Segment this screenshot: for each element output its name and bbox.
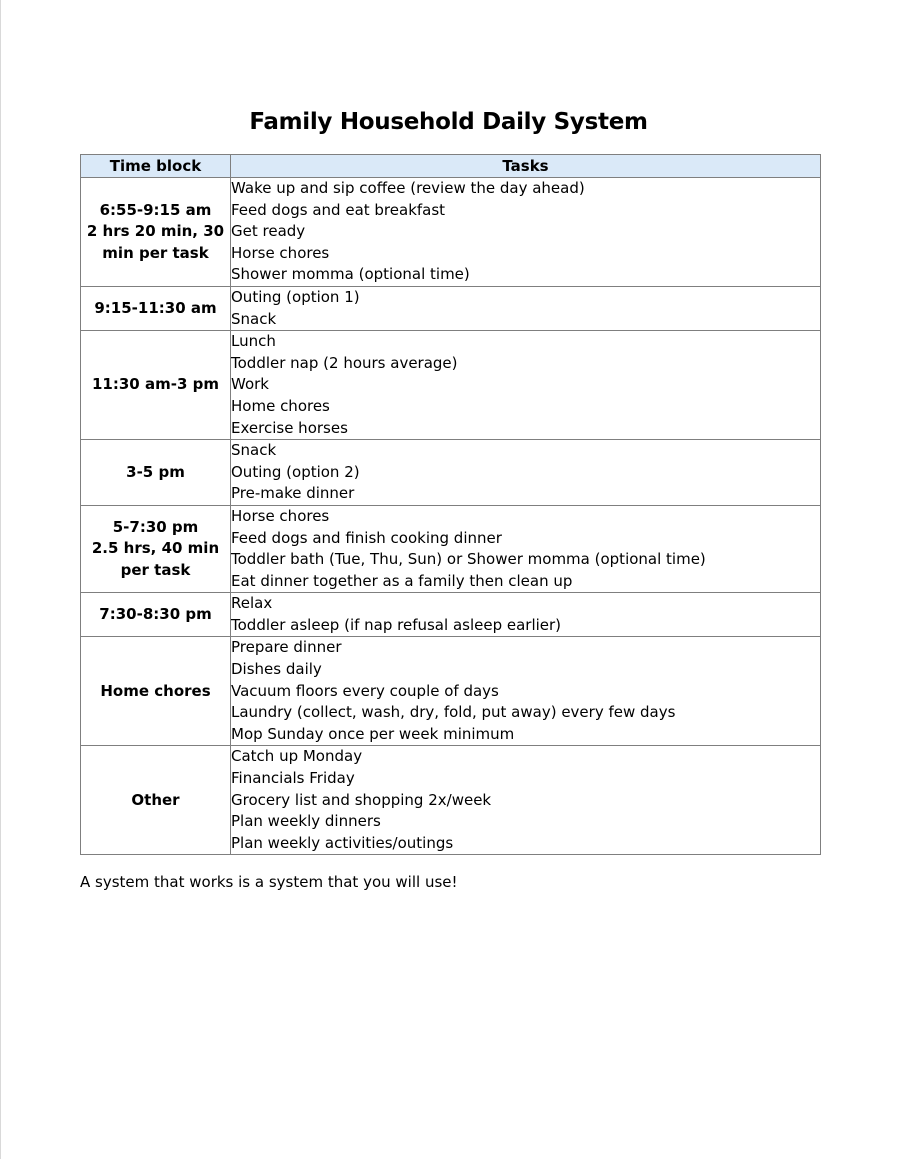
task-item: Outing (option 2) [231, 462, 360, 481]
time-block-text: 9:15-11:30 am [94, 298, 217, 317]
time-block-text: 6:55-9:15 am [99, 200, 212, 219]
time-block-text: Other [131, 790, 180, 809]
task-item: Horse chores [231, 506, 330, 525]
task-item: Vacuum floors every couple of days [231, 681, 499, 700]
time-block-text: 2 hrs 20 min, 30 [86, 222, 225, 241]
table-row [81, 505, 821, 592]
task-item: Wake up and sip coffee (review the day ahead) [231, 179, 585, 197]
task-item: Get ready [231, 222, 306, 241]
schedule-table [80, 154, 821, 855]
time-block-cell [81, 331, 231, 440]
task-item: Plan weekly dinners [231, 812, 381, 831]
tasks-cell [231, 593, 821, 637]
time-block-cell [81, 178, 231, 287]
task-item: Mop Sunday once per week minimum [231, 724, 515, 743]
time-block-text: min per task [102, 243, 209, 262]
time-block-cell [81, 637, 231, 746]
task-item: Laundry (collect, wash, dry, fold, put away) every few days [231, 703, 676, 722]
task-item: Catch up Monday [231, 747, 363, 766]
time-block-text: 3-5 pm [126, 462, 185, 481]
task-item: Dishes daily [231, 660, 322, 679]
table-row [81, 331, 821, 440]
tasks-cell [231, 746, 821, 855]
document-title: Family Household Daily System [249, 109, 648, 135]
time-block-cell [81, 505, 231, 592]
task-item: Snack [231, 309, 277, 328]
table-row [81, 286, 821, 330]
table-row [81, 746, 821, 855]
time-block-cell [81, 746, 231, 855]
task-item: Toddler asleep (if nap refusal asleep earlier) [231, 615, 562, 634]
time-block-cell [81, 593, 231, 637]
task-item: Snack [231, 441, 277, 460]
tasks-cell [231, 505, 821, 592]
table-row [81, 440, 821, 506]
table-header-row [81, 155, 821, 178]
task-item: Prepare dinner [231, 638, 342, 657]
task-item: Feed dogs and finish cooking dinner [231, 528, 502, 547]
task-item: Pre-make dinner [231, 484, 355, 503]
task-item: Horse chores [231, 243, 330, 262]
task-item: Relax [231, 594, 273, 613]
task-item: Eat dinner together as a family then clean up [231, 571, 573, 590]
task-item: Exercise horses [231, 418, 348, 437]
task-item: Outing (option 1) [231, 287, 360, 306]
tasks-cell [231, 637, 821, 746]
schedule-body [81, 178, 821, 855]
task-item: Shower momma (optional time) [231, 265, 470, 284]
time-block-cell [81, 440, 231, 506]
tasks-cell [231, 440, 821, 506]
task-item: Plan weekly activities/outings [231, 833, 454, 852]
task-item: Lunch [231, 332, 276, 351]
tasks-header: Tasks [231, 155, 821, 178]
time-block-text: 11:30 am-3 pm [92, 375, 219, 394]
table-row [81, 593, 821, 637]
task-item: Home chores [231, 396, 330, 415]
tasks-cell [231, 331, 821, 440]
time-block-header: Time block [81, 155, 231, 178]
time-block-text: Home chores [100, 681, 211, 700]
time-block-text: 5-7:30 pm [112, 517, 199, 536]
table-row [81, 178, 821, 287]
page-edge [0, 0, 1, 1159]
time-block-text: 7:30-8:30 pm [99, 605, 212, 624]
time-block-cell [81, 286, 231, 330]
task-item: Grocery list and shopping 2x/week [231, 790, 492, 809]
time-block-text: 2.5 hrs, 40 min [91, 539, 220, 558]
task-item: Financials Friday [231, 769, 355, 788]
tasks-cell [231, 178, 821, 287]
table-row [81, 637, 821, 746]
tasks-cell [231, 286, 821, 330]
footer-note: A system that works is a system that you will use! [80, 873, 458, 891]
task-item: Feed dogs and eat breakfast [231, 200, 446, 219]
time-block-text: per task [120, 560, 191, 579]
task-item: Work [231, 375, 269, 394]
task-item: Toddler bath (Tue, Thu, Sun) or Shower momma (optional time) [231, 550, 706, 569]
task-item: Toddler nap (2 hours average) [231, 353, 458, 372]
